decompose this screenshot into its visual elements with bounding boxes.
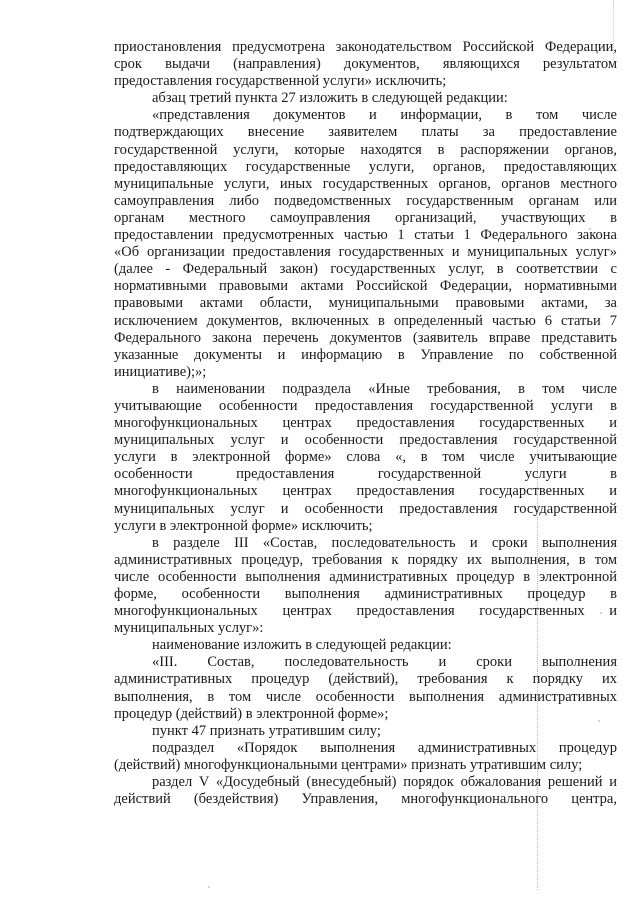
text-line: раздел V «Досудебный (внесудебный) порядок обжалования решений и xyxy=(152,774,617,791)
text-line: учитывающие особенности предоставления государственной услуги в xyxy=(114,397,617,414)
text-line: особенности предоставления государственной услуги в xyxy=(114,466,617,483)
text-line: многофункциональных центрах предоставления государственных и xyxy=(114,483,617,500)
text-line: административных процедур (действий), требования к порядку их xyxy=(114,671,617,688)
text-line: в наименовании подраздела «Иные требования, в том числе xyxy=(152,380,617,397)
text-line: «III. Состав, последовательность и сроки выполнения xyxy=(152,654,617,671)
scan-speck xyxy=(208,886,210,888)
text-line: процедур (действий) в электронной форме»; xyxy=(114,705,389,722)
text-line: подтверждающих внесение заявителем платы за предоставление xyxy=(114,124,617,141)
text-line: подраздел «Порядок выполнения административных процедур xyxy=(152,739,617,756)
text-line: «Об организации предоставления государственных и муниципальных услуг» xyxy=(114,244,617,261)
text-line: муниципальных услуг»: xyxy=(114,620,264,637)
text-line: (далее - Федеральный закон) государственных услуг, в соответствии с xyxy=(114,261,617,278)
text-line: «представления документов и информации, в том числе xyxy=(152,107,617,124)
text-line: муниципальные услуги, иных государственных органов, органов местного xyxy=(114,175,617,192)
text-line: многофункциональных центрах предоставления государственных и xyxy=(114,415,617,432)
text-line: предоставления государственной услуги» исключить; xyxy=(114,73,447,90)
text-line: нормативными правовыми актами Российской Федерации, нормативными xyxy=(114,278,617,295)
text-line: многофункциональных центрах предоставления государственных и xyxy=(114,603,617,620)
text-line: инициативе);»; xyxy=(114,363,207,380)
text-line: пункт 47 признать утратившим силу; xyxy=(152,722,381,739)
text-line: приостановления предусмотрена законодательством Российской Федерации, xyxy=(114,39,617,55)
text-line: абзац третий пункта 27 изложить в следующей редакции: xyxy=(152,90,508,107)
text-line: государственной услуги, которые находятся в распоряжении органов, xyxy=(114,141,617,158)
text-line: (действий) многофункциональными центрами» признать утратившим силу; xyxy=(114,756,583,773)
text-line: наименование изложить в следующей редакции: xyxy=(152,637,452,654)
text-line: исключением документов, включенных в определенный частью 6 статьи 7 xyxy=(114,312,617,329)
text-line: самоуправления либо подведомственных государственным органам или xyxy=(114,192,617,209)
text-line: Федерального закона перечень документов (заявитель вправе представить xyxy=(114,329,617,346)
text-line: числе особенности выполнения административных процедур в электронной xyxy=(114,568,617,585)
text-line: правовыми актами области, муниципальными правовыми актами, за xyxy=(114,295,617,312)
text-line: предоставляющих государственные услуги, органов, предоставляющих xyxy=(114,158,617,175)
text-line: органам местного самоуправления организаций, участвующих в xyxy=(114,209,617,226)
text-line: предоставлении предусмотренных частью 1 статьи 1 Федерального закона xyxy=(114,227,617,244)
text-line: указанные документы и информацию в Управление по собственной xyxy=(114,346,617,363)
text-line: услуги в электронной форме» слова «, в том числе учитывающие xyxy=(114,449,617,466)
text-line: форме, особенности выполнения административных процедур в xyxy=(114,586,617,602)
document-body xyxy=(114,39,617,808)
text-line: услуги в электронной форме» исключить; xyxy=(114,517,373,534)
text-line: административных процедур, требования к порядку их выполнения, в том xyxy=(114,551,617,568)
text-line: действий (бездействия) Управления, многофункционального центра, xyxy=(114,791,617,808)
text-line: муниципальных услуг и особенности предоставления государственной xyxy=(114,500,617,517)
text-line: срок выдачи (направления) документов, являющихся результатом xyxy=(114,56,617,73)
text-line: в разделе III «Состав, последовательность и сроки выполнения xyxy=(152,534,617,551)
text-line: муниципальных услуг и особенности предоставления государственной xyxy=(114,432,617,449)
text-line: выполнения, в том числе особенности выполнения административных xyxy=(114,688,617,705)
